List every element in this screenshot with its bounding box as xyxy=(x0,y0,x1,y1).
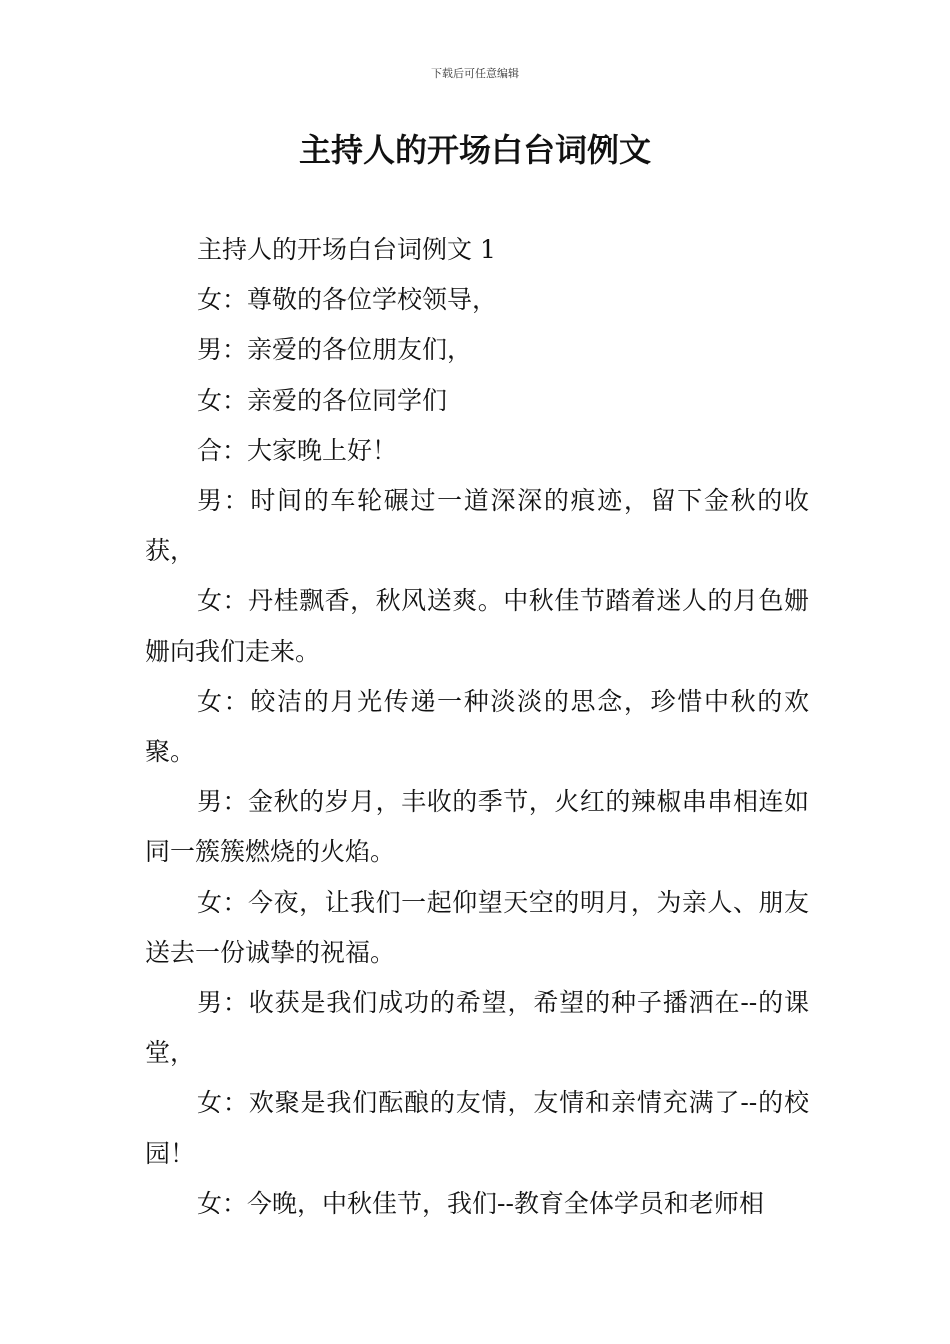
document-title: 主持人的开场白台词例文 xyxy=(298,131,651,169)
paragraph: 合：大家晚上好！ xyxy=(197,435,398,465)
paragraph: 女：尊敬的各位学校领导， xyxy=(197,285,498,315)
paragraph: 女：皎洁的月光传递一种淡淡的思念，珍惜中秋的欢聚。 xyxy=(145,686,809,767)
paragraph: 女：今晚，中秋佳节，我们--教育全体学员和老师相 xyxy=(197,1188,764,1218)
paragraph: 女：丹桂飘香，秋风送爽。中秋佳节踏着迷人的月色姗姗向我们走来。 xyxy=(145,586,809,666)
header-note: 下载后可任意编辑 xyxy=(431,67,519,80)
paragraph: 男：收获是我们成功的希望，希望的种子播洒在--的课堂， xyxy=(145,988,809,1068)
paragraph: 男：亲爱的各位朋友们， xyxy=(197,335,473,365)
paragraph: 主持人的开场白台词例文 1 xyxy=(197,235,496,264)
document-body xyxy=(145,225,809,1229)
paragraph: 男：时间的车轮碾过一道深深的痕迹，留下金秋的收获， xyxy=(145,486,809,566)
paragraph: 女：欢聚是我们酝酿的友情，友情和亲情充满了--的校园！ xyxy=(145,1088,809,1168)
paragraph: 男：金秋的岁月，丰收的季节，火红的辣椒串串相连如同一簇簇燃烧的火焰。 xyxy=(145,787,809,867)
paragraph: 女：亲爱的各位同学们 xyxy=(197,385,448,415)
paragraph: 女：今夜，让我们一起仰望天空的明月，为亲人、朋友送去一份诚挚的祝福。 xyxy=(145,887,809,967)
